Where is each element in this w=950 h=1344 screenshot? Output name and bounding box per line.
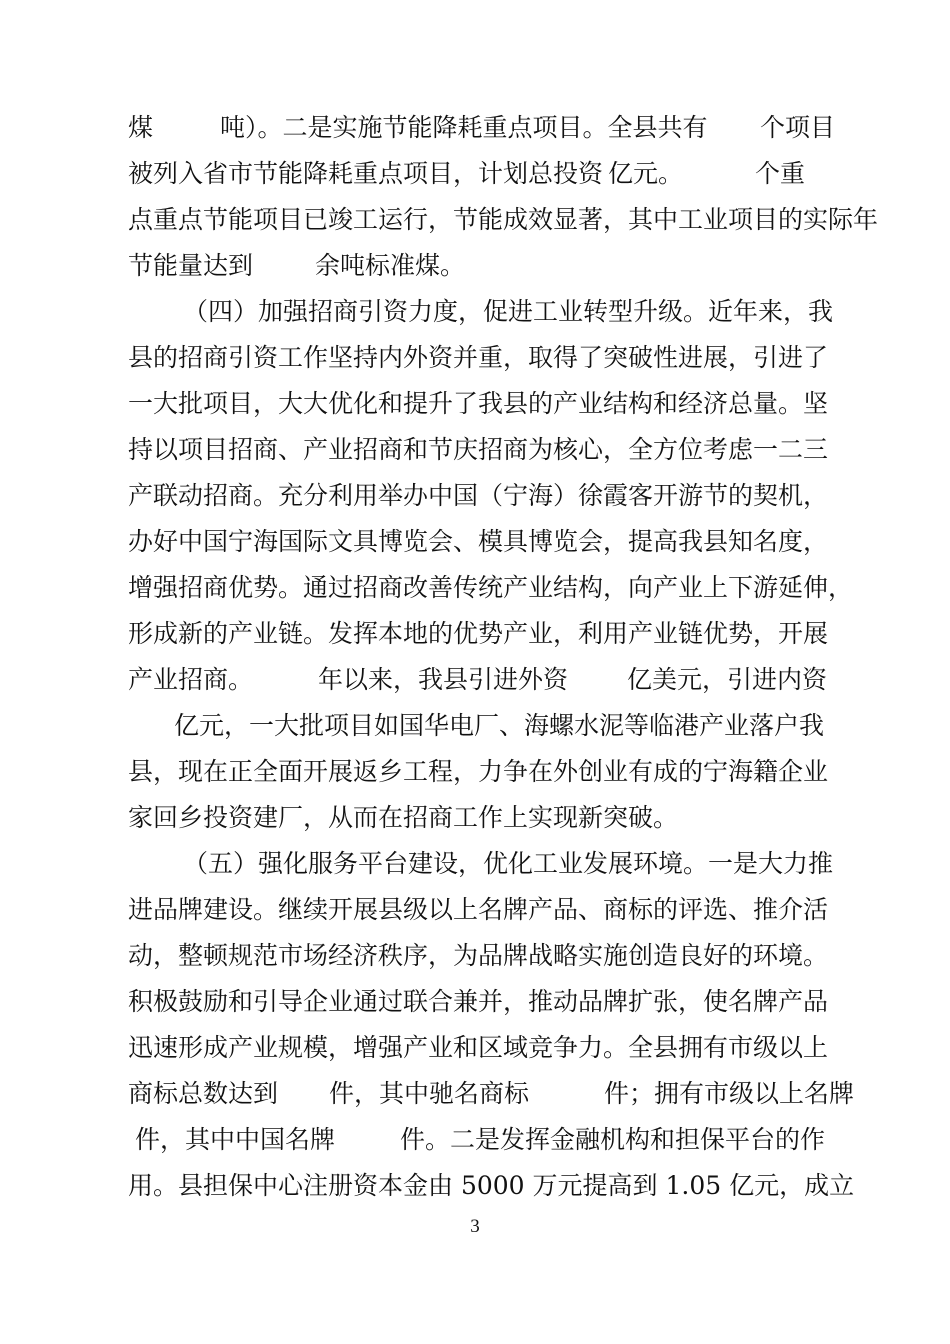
- text-segment: 煤: [128, 113, 154, 142]
- text-segment: 件；拥有市级以上名牌: [604, 1079, 855, 1108]
- text-segment: 动，整顿规范市场经济秩序，为品牌战略实施创造良好的环境。: [128, 941, 829, 970]
- text-line: [0, 1123, 950, 1157]
- page-number: 3: [470, 1216, 480, 1237]
- text-segment: 产联动招商。充分利用举办中国（宁海）徐霞客开游节的契机，: [128, 481, 829, 510]
- text-segment: 余吨标准煤。: [315, 251, 466, 280]
- text-line: [0, 157, 950, 191]
- text-line: [0, 571, 950, 605]
- text-segment: 产业招商。: [128, 665, 254, 694]
- text-segment: 增强招商优势。通过招商改善传统产业结构，向产业上下游延伸，: [128, 573, 854, 602]
- text-line: [0, 847, 950, 881]
- text-segment: 点重点节能项目已竣工运行，节能成效显著，其中工业项目的实际年: [128, 205, 879, 234]
- text-segment: 用。县担保中心注册资本金由 5000 万元提高到 1.05 亿元，成立: [128, 1171, 855, 1200]
- text-segment: 件，其中驰名商标: [329, 1079, 530, 1108]
- text-line: [0, 249, 950, 283]
- text-segment: 亿美元，引进内资: [627, 665, 828, 694]
- text-segment: 商标总数达到: [128, 1079, 279, 1108]
- text-segment: 一大批项目，大大优化和提升了我县的产业结构和经济总量。坚: [128, 389, 829, 418]
- text-segment: 个项目: [760, 113, 836, 142]
- text-line: [0, 709, 950, 743]
- text-line: [0, 1077, 950, 1111]
- text-segment: （四）加强招商引资力度，促进工业转型升级。近年来，我: [183, 297, 834, 326]
- text-line: [0, 801, 950, 835]
- text-line: [0, 617, 950, 651]
- text-line: [0, 1031, 950, 1065]
- text-line: [0, 387, 950, 421]
- text-line: [0, 1169, 950, 1203]
- text-segment: 进品牌建设。继续开展县级以上名牌产品、商标的评选、推介活: [128, 895, 829, 924]
- text-segment: 个重: [755, 159, 806, 188]
- text-segment: 县的招商引资工作坚持内外资并重，取得了突破性进展，引进了: [128, 343, 829, 372]
- text-segment: 家回乡投资建厂，从而在招商工作上实现新突破。: [128, 803, 679, 832]
- text-line: [0, 295, 950, 329]
- text-segment: 持以项目招商、产业招商和节庆招商为核心，全方位考虑一二三: [128, 435, 829, 464]
- text-line: [0, 663, 950, 697]
- text-segment: 亿元，一大批项目如国华电厂、海螺水泥等临港产业落户我: [174, 711, 825, 740]
- text-segment: 件。二是发挥金融机构和担保平台的作: [400, 1125, 826, 1154]
- text-segment: 被列入省市节能降耗重点项目，计划总投资: [128, 159, 604, 188]
- text-segment: 形成新的产业链。发挥本地的优势产业，利用产业链优势，开展: [128, 619, 829, 648]
- text-segment: 县，现在正全面开展返乡工程，力争在外创业有成的宁海籍企业: [128, 757, 829, 786]
- text-line: [0, 525, 950, 559]
- text-line: [0, 985, 950, 1019]
- text-segment: 办好中国宁海国际文具博览会、模具博览会，提高我县知名度，: [128, 527, 829, 556]
- text-segment: 迅速形成产业规模，增强产业和区域竞争力。全县拥有市级以上: [128, 1033, 829, 1062]
- text-line: [0, 479, 950, 513]
- text-segment: 年以来，我县引进外资: [318, 665, 569, 694]
- text-segment: 积极鼓励和引导企业通过联合兼并，推动品牌扩张，使名牌产品: [128, 987, 829, 1016]
- text-line: [0, 111, 950, 145]
- text-segment: 件，其中中国名牌: [135, 1125, 336, 1154]
- text-segment: 吨）。二是实施节能降耗重点项目。全县共有: [220, 113, 708, 142]
- text-segment: （五）强化服务平台建设，优化工业发展环境。一是大力推: [183, 849, 834, 878]
- text-line: [0, 893, 950, 927]
- text-line: [0, 341, 950, 375]
- text-line: [0, 203, 950, 237]
- text-segment: 亿元。: [608, 159, 684, 188]
- text-line: [0, 939, 950, 973]
- text-segment: 节能量达到: [128, 251, 254, 280]
- text-line: [0, 755, 950, 789]
- text-line: [0, 433, 950, 467]
